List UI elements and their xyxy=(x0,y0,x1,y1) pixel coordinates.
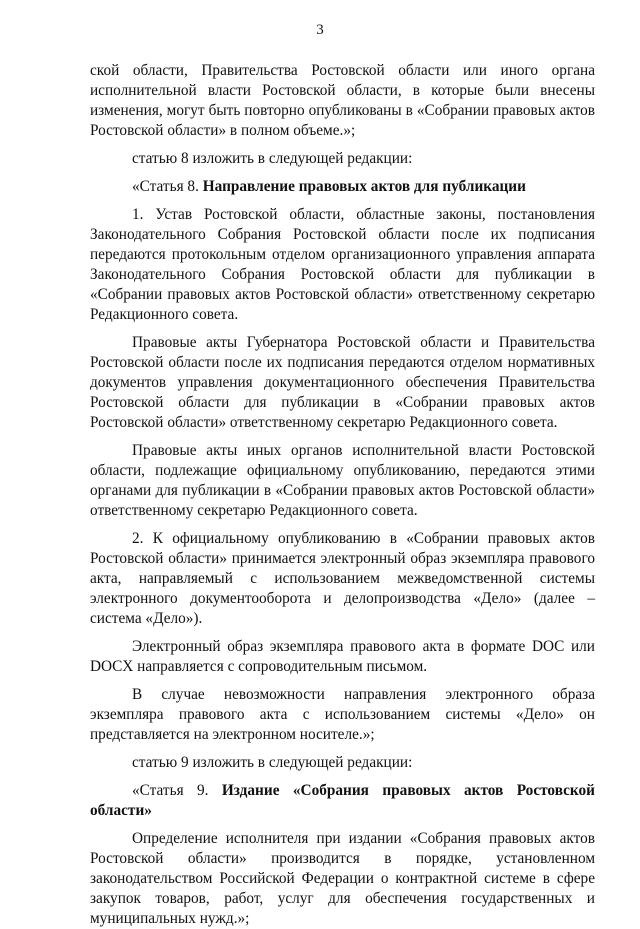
article-9-heading xyxy=(90,781,595,821)
paragraph-article-8-electronic-media: В случае невозможности направления электронного образа экземпляра правового акта с использованием системы «Дело» он представляется на электронном носителе.»; xyxy=(90,686,595,743)
paragraph-article-8-governor-acts: Правовые акты Губернатора Ростовской области и Правительства Ростовской области после их подписания передаются отделом нормативных документов управления документационного обеспечения Правительства Ростовской области для публикации в «Собрании правовых актов Ростовской области» ответственному секретарю Редакционного совета. xyxy=(90,334,595,431)
paragraph-article-9-body: Определение исполнителя при издании «Собрания правовых актов Ростовской области» производится в порядке, установленном законодательством Российской Федерации о контрактной системе в сфере закупок товаров, работ, услуг для обеспечения государственных и муниципальных нужд.»; xyxy=(90,830,595,927)
paragraph-article-9-intro: статью 9 изложить в следующей редакции: xyxy=(132,754,413,771)
document-body xyxy=(90,61,595,929)
paragraph-article-8-intro: статью 8 изложить в следующей редакции: xyxy=(132,150,413,167)
paragraph-article-8-format: Электронный образ экземпляра правового акта в формате DOC или DOCX направляется с сопроводительным письмом. xyxy=(90,638,595,675)
article-8-heading-prefix: «Статья 8. xyxy=(132,178,203,195)
paragraph-article-8-other-acts: Правовые акты иных органов исполнительной власти Ростовской области, подлежащие официальному опубликованию, передаются этими органами для публикации в «Собрании правовых актов Ростовской области» ответственному секретарю Редакционного совета. xyxy=(90,442,595,519)
article-9-heading-title: Издание «Собрания правовых актов Ростовской области» xyxy=(90,782,596,819)
paragraph-continuation: ской области, Правительства Ростовской области или иного органа исполнительной власти Ростовской области, в которые были внесены изменения, могут быть повторно опубликованы в «Собрании правовых актов Ростовской области» в полном объеме.»; xyxy=(90,62,595,139)
paragraph-article-8-clause-1: 1. Устав Ростовской области, областные законы, постановления Законодательного Собрания Ростовской области после их подписания передаются протокольным отделом организационного управления аппарата Законодательного Собрания Ростовской области для публикации в «Собрании правовых актов Ростовской области» ответственному секретарю Редакционного совета. xyxy=(90,206,595,323)
paragraph-article-8-clause-2: 2. К официальному опубликованию в «Собрании правовых актов Ростовской области» принимается электронный образ экземпляра правового акта, направляемый с использованием межведомственной системы электронного документооборота и делопроизводства «Дело» (далее – система «Дело»). xyxy=(90,530,595,627)
article-8-heading-title: Направление правовых актов для публикации xyxy=(202,178,526,195)
article-9-heading-prefix: «Статья 9. xyxy=(132,782,222,799)
article-8-heading xyxy=(90,177,595,197)
page-number: 3 xyxy=(316,22,324,38)
